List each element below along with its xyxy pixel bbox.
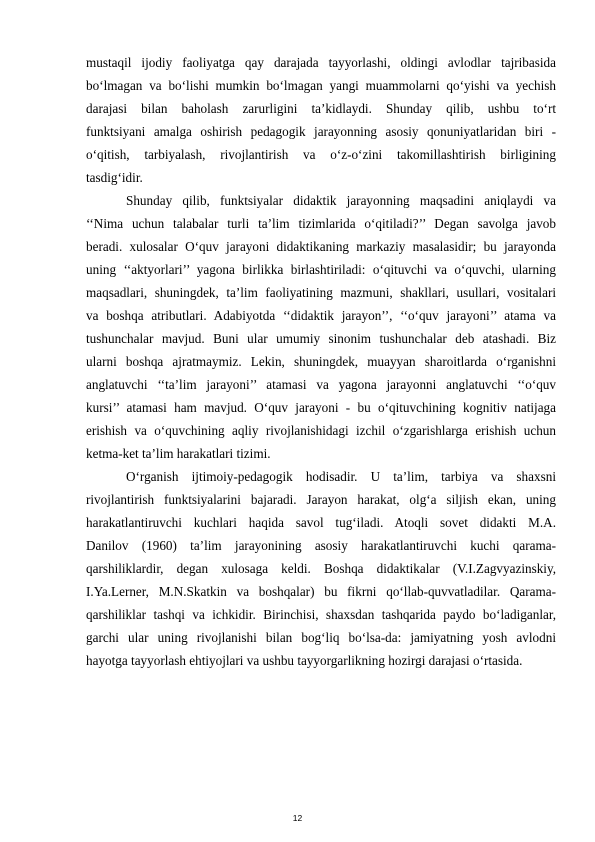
text-line: rivojlantirish funktsiyalarini bajaradi. Jarayon harakat, olg‘a siljish ekan, uning [86,492,556,507]
text-line: maqsadlari, shuningdek, ta’lim faoliyatining mazmuni, shakllari, usullari, vositalari [86,285,556,300]
text-line: kursi’’ atamasi ham mavjud. O‘quv jarayoni - bu o‘qituvchining kognitiv natijaga [86,400,556,415]
text-line: qarshiliklardir, degan xulosaga keldi. Boshqa didaktikalar (V.I.Zagvyazinskiy, [86,561,556,576]
text-line: anglatuvchi ‘‘ta’lim jarayoni’’ atamasi va yagona jarayonni anglatuvchi ‘‘o‘quv [86,377,556,392]
text-line: uning ‘‘aktyorlari’’ yagona birlikka birlashtiriladi: o‘qituvchi va o‘quvchi, ularning [86,262,556,277]
text-line: darajasi bilan baholash zarurligini ta’kidlaydi. Shunday qilib, ushbu to‘rt [86,101,556,116]
page-number: 12 [292,813,303,823]
text-line: garchi ular uning rivojlanishi bilan bog‘liq bo‘lsa-da: jamiyatning yosh avlodni [86,630,556,645]
text-line: I.Ya.Lerner, M.N.Skatkin va boshqalar) bu fikrni qo‘llab-quvvatladilar. Qarama- [86,584,556,599]
text-line: O‘rganish ijtimoiy-pedagogik hodisadir. U ta’lim, tarbiya va shaxsni [126,469,556,484]
paragraph-1 [86,51,556,189]
text-line: beradi. xulosalar O‘quv jarayoni didaktikaning markaziy masalasidir; bu jarayonda [86,239,556,254]
text-line: mustaqil ijodiy faoliyatga qay darajada tayyorlashi, oldingi avlodlar tajribasida [86,55,556,70]
paragraph-2 [86,189,556,465]
text-line: hayotga tayyorlash ehtiyojlari va ushbu tayyorgarlikning hozirgi darajasi o‘rtasida. [86,653,523,668]
text-line: ‘‘Nima uchun talabalar turli ta’lim tizimlarida o‘qitiladi?’’ Degan savolga javob [86,216,556,231]
text-line: bo‘lmagan va bo‘lishi mumkin bo‘lmagan yangi muammolarni qo‘yishi va yechish [86,78,556,93]
text-line: va boshqa atributlari. Adabiyotda ‘‘didaktik jarayon’’, ‘‘o‘quv jarayoni’’ atama va [86,308,556,323]
text-line: tasdig‘idir. [86,170,143,185]
text-line: ularni boshqa ajratmaymiz. Lekin, shuningdek, muayyan sharoitlarda o‘rganishni [86,354,556,369]
text-line: harakatlantiruvchi kuchlari haqida savol tug‘iladi. Atoqli sovet didakti M.A. [86,515,556,530]
text-line: ketma-ket ta’lim harakatlari tizimi. [86,446,271,461]
text-line: o‘qitish, tarbiyalash, rivojlantirish va o‘z-o‘zini takomillashtirish birligining [86,147,556,162]
text-line: funktsiyani amalga oshirish pedagogik jarayonning asosiy qonuniyatlaridan biri - [86,124,556,139]
text-line: tushunchalar mavjud. Buni ular umumiy sinonim tushunchalar deb atashadi. Biz [86,331,556,346]
text-line: Shunday qilib, funktsiyalar didaktik jarayonning maqsadini aniqlaydi va [126,193,556,208]
text-line: Danilov (1960) ta’lim jarayonining asosiy harakatlantiruvchi kuchi qarama- [86,538,556,553]
document-page [86,51,556,672]
text-line: qarshiliklar tashqi va ichkidir. Birinchisi, shaxsdan tashqarida paydo bo‘ladiganlar, [86,607,556,622]
paragraph-3 [86,465,556,672]
text-line: erishish va o‘quvchining aqliy rivojlanishidagi izchil o‘zgarishlarga erishish uchun [86,423,556,438]
